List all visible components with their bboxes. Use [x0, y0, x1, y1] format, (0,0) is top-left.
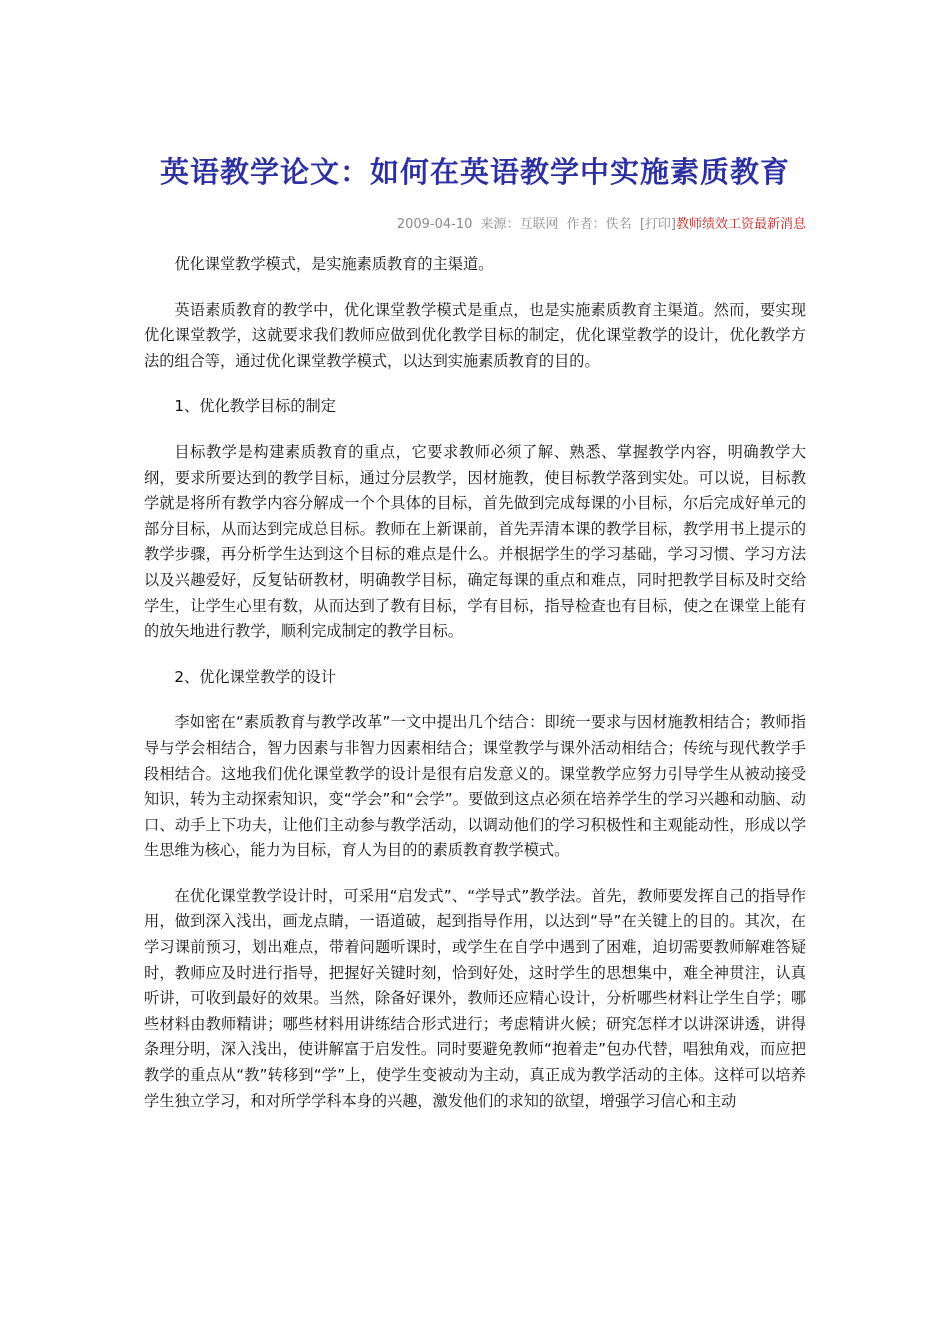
paragraph: 在优化课堂教学设计时，可采用“启发式”、“学导式”教学法。首先，教师要发挥自己的指导作用，做到深入浅出，画龙点睛，一语道破，起到指导作用，以达到“导”在关键上的目的。其次，在学习课前预习，划出难点，带着问题听课时，或学生在自学中遇到了困难，迫切需要教师解难答疑时，教师应及时进行指导，把握好关键时刻，恰到好处，这时学生的思想集中，难全神贯注，认真听讲，可收到最好的效果。当然，除备好课外，教师还应精心设计，分析哪些材料让学生自学；哪些材料由教师精讲；哪些材料用讲练结合形式进行；考虑精讲火候；研究怎样才以讲深讲透，讲得条理分明，深入浅出，使讲解富于启发性。同时要避免教师“抱着走”包办代替，唱独角戏，而应把教学的重点从“教”转移到“学”上，使学生变被动为主动，真正成为教学活动的主体。这样可以培养学生独立学习，和对所学学科本身的兴趣，激发他们的求知的欲望，增强学习信心和主动: [144, 886, 806, 1110]
author-label: 作者：佚名: [566, 217, 632, 232]
source-label: 来源：互联网: [480, 217, 559, 232]
section-heading: 1、优化教学目标的制定: [174, 397, 336, 416]
news-link[interactable]: 教师绩效工资最新消息: [675, 217, 806, 232]
publish-date: 2009-04-10: [396, 217, 473, 232]
print-link[interactable]: [打印]: [639, 217, 676, 232]
paragraph: 目标教学是构建素质教育的重点，它要求教师必须了解、熟悉、掌握教学内容，明确教学大纲，要求所要达到的教学目标，通过分层教学，因材施教，使目标教学落到实处。可以说，目标教学就是将所有教学内容分解成一个个具体的目标，首先做到完成每课的小目标，尔后完成好单元的部分目标，从而达到完成总目标。教师在上新课前，首先弄清本课的教学目标，教学用书上提示的教学步骤，再分析学生达到这个目标的难点是什么。并根据学生的学习基础，学习习惯、学习方法以及兴趣爱好，反复钻研教材，明确教学目标，确定每课的重点和难点，同时把教学目标及时交给学生，让学生心里有数，从而达到了教有目标，学有目标，指导检查也有目标，使之在课堂上能有的放矢地进行教学，顺利完成制定的教学目标。: [144, 442, 806, 641]
paragraph: 优化课堂教学模式，是实施素质教育的主渠道。: [174, 255, 494, 273]
section-heading: 2、优化课堂教学的设计: [174, 667, 336, 686]
article-body: [144, 252, 806, 1134]
article-title: 英语教学论文：如何在英语教学中实施素质教育: [159, 155, 790, 189]
paragraph: 英语素质教育的教学中，优化课堂教学模式是重点，也是实施素质教育主渠道。然而，要实现优化课堂教学，这就要求我们教师应做到优化教学目标的制定，优化课堂教学的设计，优化教学方法的组合等，通过优化课堂教学模式，以达到实施素质教育的目的。: [144, 300, 806, 370]
paragraph: 李如密在“素质教育与教学改革”一文中提出几个结合：即统一要求与因材施教相结合；教师指导与学会相结合，智力因素与非智力因素相结合；课堂教学与课外活动相结合；传统与现代教学手段相结合。这地我们优化课堂教学的设计是很有启发意义的。课堂教学应努力引导学生从被动接受知识，转为主动探索知识，变“学会”和“会学”。要做到这点必须在培养学生的学习兴趣和动脑、动口、动手上下功夫，让他们主动参与教学活动，以调动他们的学习积极性和主观能动性，形成以学生思维为核心，能力为目标，育人为目的的素质教育教学模式。: [144, 713, 806, 860]
article-meta: [397, 213, 806, 232]
